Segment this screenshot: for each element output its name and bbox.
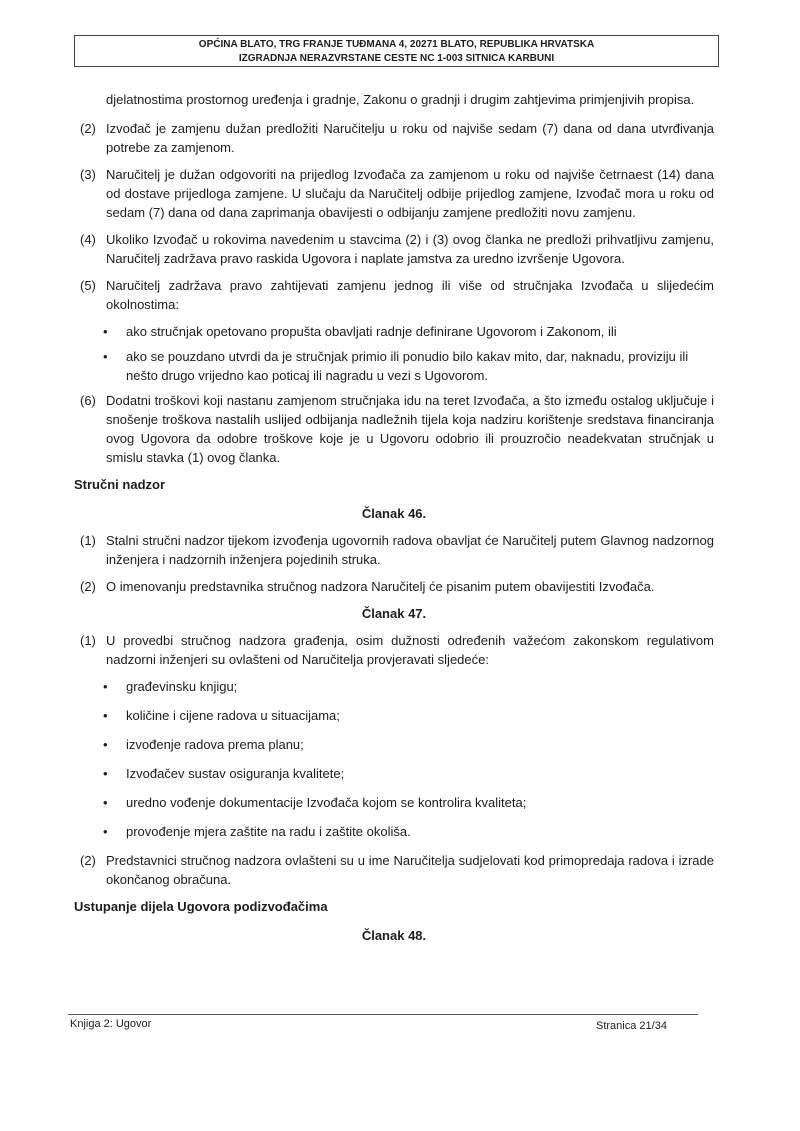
- list-item-text: ako stručnjak opetovano propušta obavljati radnje definirane Ugovorom i Zakonom, ili: [126, 324, 617, 339]
- art45-item-6: [74, 391, 714, 467]
- list-item-text: građevinsku knjigu;: [126, 679, 238, 694]
- art45-item-3: [74, 165, 714, 222]
- art47-item-2: [74, 851, 714, 889]
- art46-item-2: [74, 577, 714, 596]
- document-body: [74, 90, 714, 953]
- footer-page-number: Stranica 21/34: [596, 1020, 667, 1032]
- bullet-icon: •: [103, 766, 108, 781]
- art45-item-5: [74, 276, 714, 314]
- section-title: Stručni nadzor: [74, 477, 166, 492]
- item-text: Izvođač je zamjenu dužan predložiti Naručitelju u roku od najviše sedam (7) dana od dana utvrđivanja potrebe za zamjenom.: [106, 121, 714, 155]
- bullet-icon: •: [103, 679, 108, 694]
- art45-item-2: [74, 119, 714, 157]
- item-number: (2): [80, 121, 96, 136]
- item-number: (5): [80, 278, 96, 293]
- item-number: (2): [80, 579, 96, 594]
- article-title: Članak 47.: [361, 606, 427, 621]
- list-item-text: Izvođačev sustav osiguranja kvalitete;: [126, 766, 345, 781]
- item-number: (6): [80, 393, 96, 408]
- art45-bullet-list: [74, 322, 714, 385]
- item-text: Dodatni troškovi koji nastanu zamjenom stručnjaka idu na teret Izvođača, a što između ostalog uključuje i snošenje troškova nastalih uslijed odbijanja nadležnih tijela koja nadziru korištenje sredstava financiranja ovog Ugovora da odobre troškove koje je u Ugovoru odobrio ili prouzročio neadekvatan stručnjak u smislu stavka (1) ovog članka.: [106, 393, 714, 465]
- list-item: [74, 764, 714, 783]
- bullet-icon: •: [103, 324, 108, 339]
- list-item: [74, 322, 714, 341]
- article-title: Članak 46.: [361, 506, 427, 521]
- bullet-icon: •: [103, 737, 108, 752]
- bullet-icon: •: [103, 795, 108, 810]
- footer-book-label: Knjiga 2: Ugovor: [70, 1018, 152, 1030]
- art46-item-1: [74, 531, 714, 569]
- item-text: O imenovanju predstavnika stručnog nadzora Naručitelj će pisanim putem obavijestiti Izvođača.: [106, 579, 655, 594]
- list-item-text: količine i cijene radova u situacijama;: [126, 708, 340, 723]
- art47-bullet-list: [74, 677, 714, 841]
- list-item-text: izvođenje radova prema planu;: [126, 737, 304, 752]
- item-number: (1): [80, 633, 96, 648]
- document-header: [74, 35, 719, 67]
- item-text: Predstavnici stručnog nadzora ovlašteni su u ime Naručitelja sudjelovati kod primopredaja radova i izrade okončanog obračuna.: [106, 853, 714, 887]
- list-item: [74, 677, 714, 696]
- bullet-icon: •: [103, 824, 108, 839]
- list-item: [74, 347, 714, 385]
- bullet-icon: •: [103, 708, 108, 723]
- header-line-1: OPĆINA BLATO, TRG FRANJE TUĐMANA 4, 20271 BLATO, REPUBLIKA HRVATSKA: [198, 39, 595, 50]
- art45-item-4: [74, 230, 714, 268]
- list-item: [74, 735, 714, 754]
- item-text: Stalni stručni nadzor tijekom izvođenja ugovornih radova obavljat će Naručitelj putem Glavnog nadzornog inženjera i nadzornih inženjera pojedinih struka.: [106, 533, 714, 567]
- list-item: [74, 822, 714, 841]
- item-number: (2): [80, 853, 96, 868]
- item-number: (3): [80, 167, 96, 182]
- continuation-text: djelatnostima prostornog uređenja i gradnje, Zakonu o gradnji i drugim zahtjevima primjenjivih propisa.: [106, 92, 695, 107]
- list-item-text: provođenje mjera zaštite na radu i zaštite okoliša.: [126, 824, 411, 839]
- header-line-2: IZGRADNJA NERAZVRSTANE CESTE NC 1-003 SITNICA KARBUNI: [238, 53, 555, 64]
- item-text: Naručitelj je dužan odgovoriti na prijedlog Izvođača za zamjenom u roku od najviše četrnaest (14) dana od dostave prijedloga zamjene. U slučaju da Naručitelj odbije prijedlog zamjene, Izvođač mora u roku od sedam (7) dana od dana zaprimanja obavijesti o odbijanju zamjene predložiti novu zamjenu.: [106, 167, 714, 220]
- item-number: (4): [80, 232, 96, 247]
- item-text: U provedbi stručnog nadzora građenja, osim dužnosti određenih važećom zakonskom regulativom nadzorni inženjeri su ovlašteni od Naručitelja provjeravati sljedeće:: [106, 633, 714, 667]
- list-item-text: ako se pouzdano utvrdi da je stručnjak primio ili ponudio bilo kakav mito, dar, naknadu, proviziju ili nešto drugo vrijedno kao poticaj ili nagradu u vezi s Ugovorom.: [126, 349, 689, 383]
- item-text: Naručitelj zadržava pravo zahtijevati zamjenu jednog ili više od stručnjaka Izvođača u slijedećim okolnostima:: [106, 278, 714, 312]
- item-number: (1): [80, 533, 96, 548]
- item-text: Ukoliko Izvođač u rokovima navedenim u stavcima (2) i (3) ovog članka ne predloži prihvatljivu zamjenu, Naručitelj zadržava pravo raskida Ugovora i naplate jamstva za uredno izvršenje Ugovora.: [106, 232, 714, 266]
- list-item-text: uredno vođenje dokumentacije Izvođača kojom se kontrolira kvaliteta;: [126, 795, 527, 810]
- footer-divider: [68, 1014, 698, 1015]
- section-title: Ustupanje dijela Ugovora podizvođačima: [74, 899, 328, 914]
- list-item: [74, 706, 714, 725]
- art47-item-1: [74, 631, 714, 669]
- article-title: Članak 48.: [361, 928, 427, 943]
- list-item: [74, 793, 714, 812]
- bullet-icon: •: [103, 349, 108, 364]
